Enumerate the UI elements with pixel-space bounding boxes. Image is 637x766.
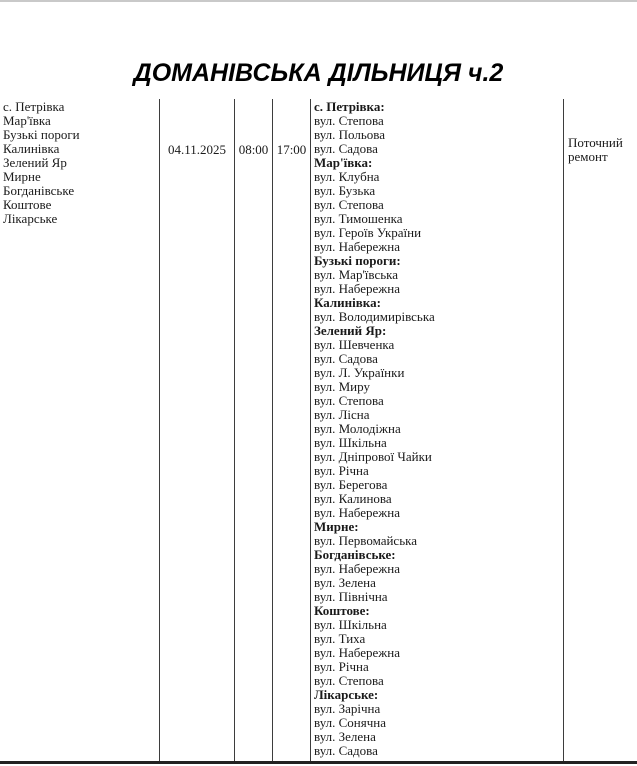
street-item: вул. Набережна <box>314 281 400 296</box>
street-item: вул. Сонячна <box>314 715 386 730</box>
street-item: вул. Молодіжна <box>314 421 401 436</box>
street-item: вул. Набережна <box>314 645 400 660</box>
street-item: вул. Клубна <box>314 169 380 184</box>
work-type-note: Поточний ремонт <box>568 135 623 164</box>
street-item: вул. Садова <box>314 351 378 366</box>
outage-date: 04.11.2025 <box>167 142 227 157</box>
time-start-cell <box>235 99 273 761</box>
street-item: вул. Лісна <box>314 407 370 422</box>
street-group-title: Зелений Яр: <box>314 323 387 338</box>
time-end: 17:00 <box>276 142 307 157</box>
street-item: вул. Шкільна <box>314 435 387 450</box>
street-item: вул. Степова <box>314 393 384 408</box>
street-item: вул. Степова <box>314 197 384 212</box>
note-cell <box>564 99 637 761</box>
street-item: вул. Степова <box>314 673 384 688</box>
street-item: вул. Річна <box>314 463 369 478</box>
street-group-title: Лікарське: <box>314 687 379 702</box>
street-group-title: Богданівське: <box>314 547 396 562</box>
street-group-title: Коштове: <box>314 603 370 618</box>
street-group-title: с. Петрівка: <box>314 99 385 114</box>
time-start: 08:00 <box>238 142 269 157</box>
settlement-item: Коштове <box>3 197 52 212</box>
street-item: вул. Володимирівська <box>314 309 435 324</box>
street-item: вул. Шевченка <box>314 337 395 352</box>
street-item: вул. Мар'ївська <box>314 267 399 282</box>
settlement-item: Бузькі пороги <box>3 127 80 142</box>
street-item: вул. Л. Українки <box>314 365 405 380</box>
street-item: вул. Первомайська <box>314 533 418 548</box>
street-item: вул. Зарічна <box>314 701 381 716</box>
street-item: вул. Набережна <box>314 239 400 254</box>
street-item: вул. Героїв України <box>314 225 422 240</box>
settlement-item: Калинівка <box>3 141 60 156</box>
street-item: вул. Тиха <box>314 631 366 646</box>
settlements-cell <box>0 99 160 761</box>
settlement-item: Мирне <box>3 169 41 184</box>
street-item: вул. Бузька <box>314 183 376 198</box>
street-item: вул. Набережна <box>314 505 400 520</box>
streets-cell <box>311 99 564 761</box>
street-item: вул. Тимошенка <box>314 211 403 226</box>
settlement-item: Богданівське <box>3 183 75 198</box>
street-item: вул. Садова <box>314 141 378 156</box>
page-title: ДОМАНІВСЬКА ДІЛЬНИЦЯ ч.2 <box>133 59 504 87</box>
street-item: вул. Миру <box>314 379 370 394</box>
street-item: вул. Степова <box>314 113 384 128</box>
date-cell <box>160 99 235 761</box>
street-item: вул. Садова <box>314 743 378 758</box>
street-item: вул. Північна <box>314 589 388 604</box>
settlement-item: Лікарське <box>3 211 58 226</box>
street-item: вул. Шкільна <box>314 617 387 632</box>
settlement-item: Мар'ївка <box>3 113 51 128</box>
street-group-title: Бузькі пороги: <box>314 253 401 268</box>
street-item: вул. Зелена <box>314 575 376 590</box>
time-end-cell <box>273 99 311 761</box>
street-group-title: Мирне: <box>314 519 359 534</box>
street-group-title: Калинівка: <box>314 295 381 310</box>
street-item: вул. Калинова <box>314 491 392 506</box>
street-item: вул. Берегова <box>314 477 388 492</box>
settlement-item: Зелений Яр <box>3 155 67 170</box>
street-item: вул. Набережна <box>314 561 400 576</box>
top-divider-bar <box>0 0 637 2</box>
street-item: вул. Польова <box>314 127 385 142</box>
street-item: вул. Річна <box>314 659 369 674</box>
schedule-table <box>0 99 637 764</box>
street-group-title: Мар'ївка: <box>314 155 373 170</box>
settlement-item: с. Петрівка <box>3 99 65 114</box>
street-item: вул. Зелена <box>314 729 376 744</box>
street-item: вул. Дніпрової Чайки <box>314 449 432 464</box>
